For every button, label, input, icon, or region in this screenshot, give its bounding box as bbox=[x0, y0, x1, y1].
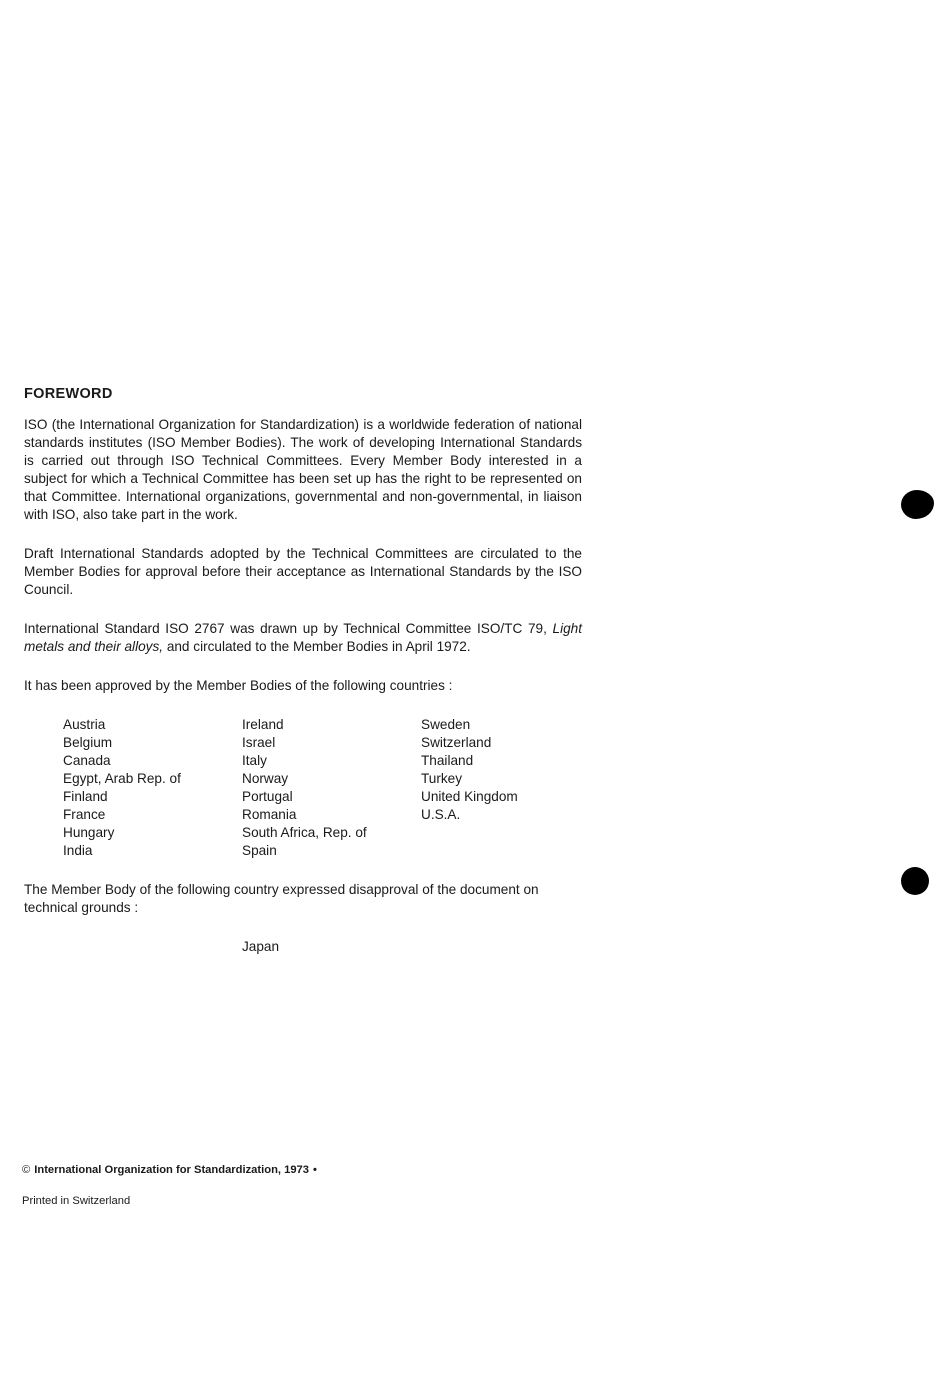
country-name: India bbox=[63, 843, 93, 858]
punch-hole-icon bbox=[901, 867, 929, 895]
country-column-2 bbox=[242, 716, 421, 860]
country-name: South Africa, Rep. of bbox=[242, 825, 367, 840]
foreword-paragraph-iso-intro: ISO (the International Organization for Standardization) is a worldwide federation of national standards institutes (ISO Member Bodies). The work of developing International Standards is carried out through ISO Technical Committees. Every Member Body interested in a subject for which a Technical Committee has been set up has the right to be represented on that Committee. International organizations, governmental and non-governmental, in liaison with ISO, also take part in the work. bbox=[24, 417, 582, 522]
country-name: Thailand bbox=[421, 753, 474, 768]
country-name: Norway bbox=[242, 771, 289, 786]
country-name: Austria bbox=[63, 717, 106, 732]
country-name: Egypt, Arab Rep. of bbox=[63, 771, 181, 786]
country-column-3 bbox=[421, 716, 600, 860]
printed-in-note: Printed in Switzerland bbox=[22, 1195, 131, 1207]
bullet-icon: • bbox=[313, 1164, 317, 1176]
country-name: Finland bbox=[63, 789, 108, 804]
disapproving-country: Japan bbox=[242, 939, 280, 954]
foreword-heading: FOREWORD bbox=[24, 386, 113, 402]
country-column-1 bbox=[63, 716, 242, 860]
country-name: Canada bbox=[63, 753, 111, 768]
country-name: Romania bbox=[242, 807, 297, 822]
copyright-text: International Organization for Standardization, 1973 bbox=[34, 1164, 310, 1176]
standard-origin-text-end: and circulated to the Member Bodies in April 1972. bbox=[166, 639, 471, 654]
country-name: United Kingdom bbox=[421, 789, 518, 804]
country-name: Israel bbox=[242, 735, 276, 750]
foreword-paragraph-disapproval: The Member Body of the following country expressed disapproval of the document on technical grounds : bbox=[24, 882, 539, 915]
country-name: France bbox=[63, 807, 106, 822]
country-name: Italy bbox=[242, 753, 267, 768]
foreword-section bbox=[24, 385, 582, 956]
standard-origin-text-start: International Standard ISO 2767 was drawn up by Technical Committee ISO/TC 79, bbox=[24, 621, 547, 636]
punch-hole-icon bbox=[901, 490, 934, 519]
country-name: Turkey bbox=[421, 771, 463, 786]
foreword-paragraph-draft-standards: Draft International Standards adopted by the Technical Committees are circulated to the Member Bodies for approval before their acceptance as International Standards by the ISO Council. bbox=[24, 546, 582, 597]
country-name: Switzerland bbox=[421, 735, 492, 750]
country-name: Hungary bbox=[63, 825, 115, 840]
copyright-line bbox=[22, 1163, 317, 1177]
country-name: Sweden bbox=[421, 717, 471, 732]
country-name: Portugal bbox=[242, 789, 293, 804]
country-name: U.S.A. bbox=[421, 807, 461, 822]
country-name: Ireland bbox=[242, 717, 284, 732]
copyright-icon: © bbox=[22, 1164, 31, 1176]
foreword-paragraph-standard-origin bbox=[24, 620, 582, 656]
country-name: Spain bbox=[242, 843, 277, 858]
foreword-paragraph-approval: It has been approved by the Member Bodies of the following countries : bbox=[24, 678, 453, 693]
committee-title: Light metals and their alloys, bbox=[24, 621, 582, 654]
approving-countries-list bbox=[63, 716, 582, 860]
country-name: Belgium bbox=[63, 735, 113, 750]
